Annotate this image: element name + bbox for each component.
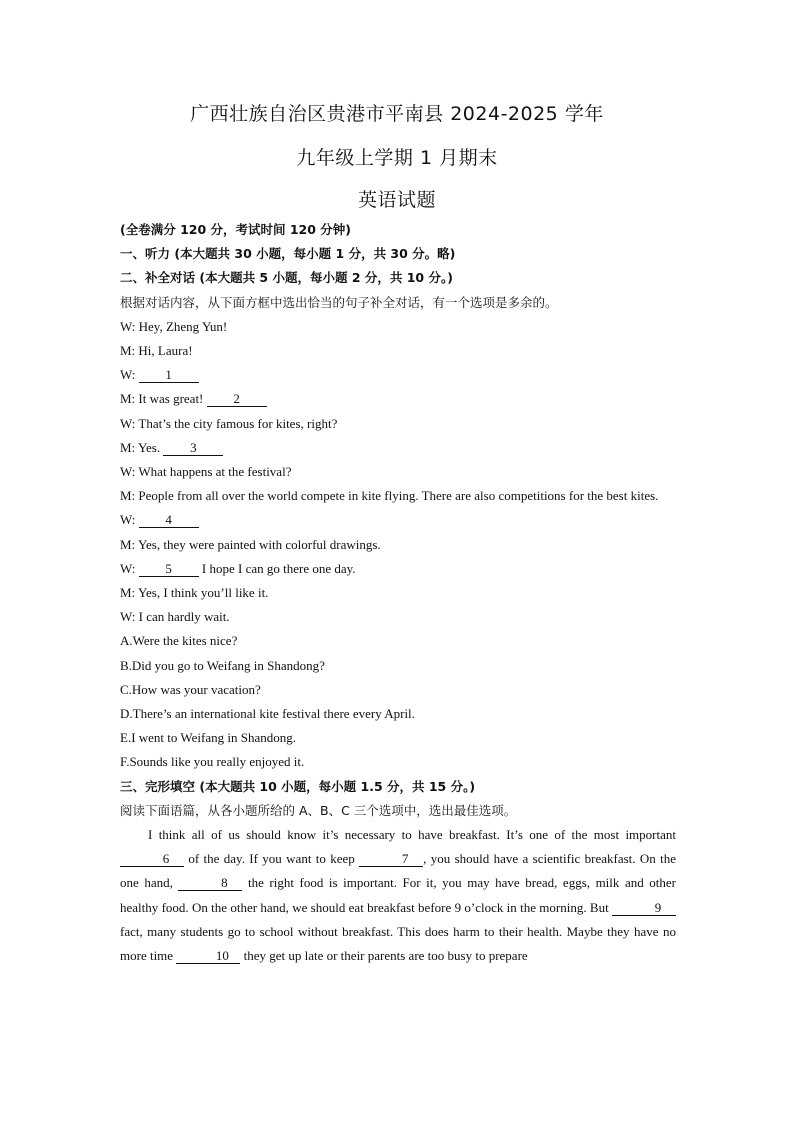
cloze-blank-9[interactable]: 9 bbox=[612, 900, 676, 916]
option-f: F.Sounds like you really enjoyed it. bbox=[120, 754, 305, 770]
cloze-blank-10[interactable]: 10 bbox=[176, 948, 240, 964]
section3-instruction: 阅读下面语篇，从各小题所给的 A、B、C 三个选项中，选出最佳选项。 bbox=[120, 802, 517, 818]
dialogue-line: M: Yes. 3 bbox=[120, 436, 676, 460]
exam-title-line3: 英语试题 bbox=[357, 189, 436, 211]
dialogue-line: W: What happens at the festival? bbox=[120, 464, 292, 480]
dialogue-line: M: Yes, I think you’ll like it. bbox=[120, 585, 269, 601]
dialogue-line: M: People from all over the world compete in kite flying. There are also competitions for the best kites. bbox=[120, 488, 659, 504]
exam-title-line2: 九年级上学期 1 月期末 bbox=[296, 147, 498, 169]
dialogue-line: W: 4 bbox=[120, 508, 676, 532]
cloze-blank-6[interactable]: 6 bbox=[120, 851, 184, 867]
dialogue-line: M: Yes, they were painted with colorful drawings. bbox=[120, 536, 381, 552]
option-d: D.There’s an international kite festival there every April. bbox=[120, 706, 415, 722]
dialogue-line: M: Hi, Laura! bbox=[120, 343, 193, 359]
option-b: B.Did you go to Weifang in Shandong? bbox=[120, 657, 325, 673]
cloze-blank-7[interactable]: 7 bbox=[359, 851, 423, 867]
option-a: A.Were the kites nice? bbox=[120, 633, 238, 649]
dialogue-line: W: That’s the city famous for kites, right? bbox=[120, 415, 338, 431]
section2-heading: 二、补全对话 (本大题共 5 小题，每小题 2 分，共 10 分。) bbox=[120, 270, 453, 286]
answer-blank-1[interactable]: 1 bbox=[139, 367, 199, 383]
cloze-blank-8[interactable]: 8 bbox=[178, 875, 242, 891]
answer-blank-5[interactable]: 5 bbox=[139, 561, 199, 577]
dialogue-line: W: 5 I hope I can go there one day. bbox=[120, 560, 356, 576]
dialogue-line: W: 1 bbox=[120, 363, 676, 387]
answer-blank-2[interactable]: 2 bbox=[207, 391, 267, 407]
section3-heading: 三、完形填空 (本大题共 10 小题，每小题 1.5 分，共 15 分。) bbox=[120, 778, 476, 794]
exam-content bbox=[120, 218, 676, 968]
option-c: C.How was your vacation? bbox=[120, 681, 261, 697]
exam-info: (全卷满分 120 分，考试时间 120 分钟) bbox=[120, 222, 352, 237]
answer-blank-3[interactable]: 3 bbox=[163, 440, 223, 456]
section1-heading: 一、听力 (本大题共 30 小题，每小题 1 分，共 30 分。略) bbox=[120, 246, 456, 262]
answer-blank-4[interactable]: 4 bbox=[139, 512, 199, 528]
cloze-passage: I think all of us should know it’s necessary to have breakfast. It’s one of the most important 6 of the day. If you want to keep 7 , you should have a scientific breakfast. On the one hand, 8 the right food is important. For it, you may have bread, eggs, milk and other healthy food. On the other hand, we should eat breakfast before 9 o’clock in the morning. But 9 fact, many students go to school without breakfast. This does harm to their health. Maybe they have no more time 10 they get up late or their parents are too busy to prepare bbox=[120, 827, 677, 964]
dialogue-line: W: Hey, Zheng Yun! bbox=[120, 318, 228, 334]
section2-instruction: 根据对话内容，从下面方框中选出恰当的句子补全对话，有一个选项是多余的。 bbox=[120, 294, 558, 310]
option-e: E.I went to Weifang in Shandong. bbox=[120, 730, 296, 746]
dialogue-line: W: I can hardly wait. bbox=[120, 609, 230, 625]
exam-title-line1: 广西壮族自治区贵港市平南县 2024-2025 学年 bbox=[190, 103, 604, 125]
dialogue-line: M: It was great! 2 bbox=[120, 387, 676, 411]
